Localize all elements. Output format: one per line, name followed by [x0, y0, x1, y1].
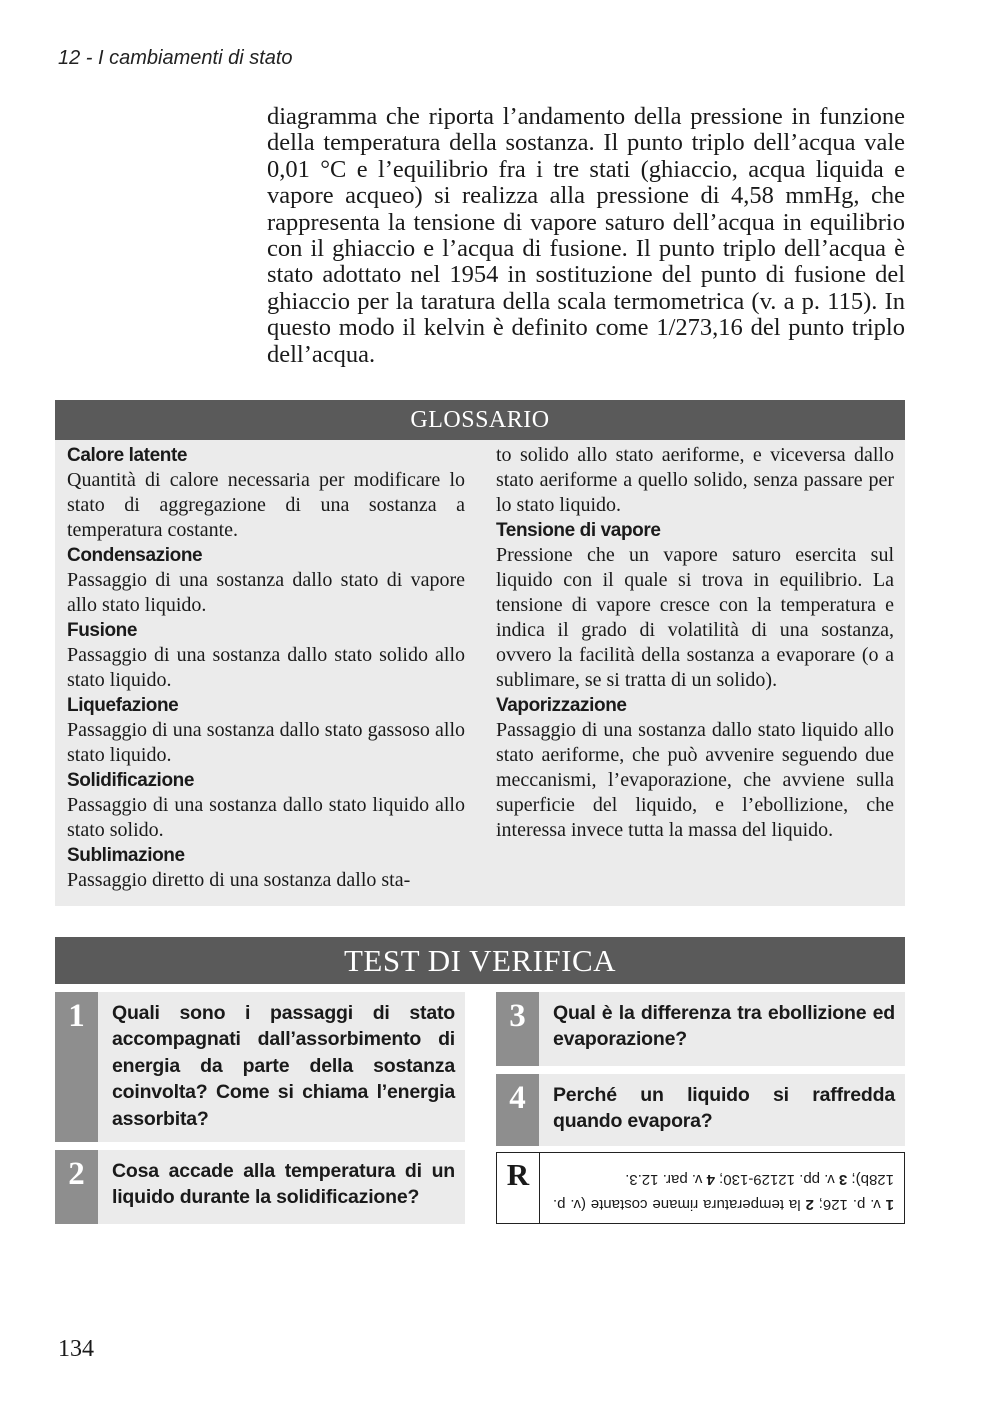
glossary-box — [55, 440, 905, 906]
answer-text: la temperatura rimane costante (v. p. 128b); — [552, 1171, 894, 1213]
question-box — [496, 992, 905, 1066]
glossary-term: Condensazione — [67, 545, 203, 566]
answer-text: v. par. 12.3. — [625, 1171, 703, 1188]
answer-number: 2 — [805, 1196, 814, 1213]
running-head: 12 - I cambiamenti di stato — [58, 47, 293, 69]
glossary-term: Sublimazione — [67, 845, 185, 866]
glossary-definition: Pressione che un vapore saturo esercita sul liquido con il quale si trova in equilibrio. La tensione di vapore cresce con la temperatura e indica il grado di volatilità di una sostanza, ovvero la facilità della sostanza a evaporare (o a sublimare, se si tratta di un solido). — [496, 544, 894, 691]
question-box — [496, 1074, 905, 1146]
test-title: TEST DI VERIFICA — [55, 937, 905, 984]
question-box — [55, 992, 465, 1142]
glossary-definition-continuation: to solido allo stato aeriforme, e viceversa dallo stato aeriforme a quello solido, senza passare per lo stato liquido. — [496, 444, 894, 516]
glossary-term: Vaporizzazione — [496, 695, 627, 716]
question-text: Qual è la differenza tra ebollizione ed evaporazione? — [553, 1002, 895, 1051]
glossary-term: Fusione — [67, 620, 138, 641]
glossary-definition: Passaggio di una sostanza dallo stato gassoso allo stato liquido. — [67, 719, 465, 766]
question-text: Perché un liquido si raffredda quando evapora? — [553, 1084, 895, 1133]
glossary-definition: Passaggio di una sostanza dallo stato di vapore allo stato liquido. — [67, 569, 465, 616]
glossary-term: Tensione di vapore — [496, 520, 661, 541]
glossary-definition: Quantità di calore necessaria per modificare lo stato di aggregazione di una sostanza a temperatura costante. — [67, 469, 465, 541]
answers-box — [496, 1152, 905, 1224]
glossary-term: Liquefazione — [67, 695, 179, 716]
answers-text-upside-down — [553, 1163, 894, 1217]
glossary-definition: Passaggio di una sostanza dallo stato liquido allo stato aeriforme, che può avvenire seguendo due meccanismi, l’evaporazione, che avviene sulla superficie del liquido, e l’ebollizione, che interessa invece tutta la massa del liquido. — [496, 719, 894, 841]
glossary-column-left — [67, 443, 465, 893]
intro-paragraph: diagramma che riporta l’andamento della pressione in funzione della temperatura della sostanza. Il punto triplo dell’acqua vale 0,01 °C e l’equilibrio fra i tre stati (ghiaccio, acqua liquida e vapore acqueo) si realizza alla pressione di 4,58 mmHg, che rappresenta la tensione di vapore saturo dell’acqua in equilibrio con il ghiaccio e l’acqua di fusione. Il punto triplo dell’acqua è stato adottato nel 1954 in sostituzione del punto di fusione del ghiaccio per la taratura della scala termometrica (v. a p. 115). In questo modo il kelvin è definito come 1/273,16 del punto triplo dell’acqua. — [267, 103, 905, 368]
glossary-definition: Passaggio diretto di una sostanza dallo sta- — [67, 869, 411, 891]
question-text: Quali sono i passaggi di stato accompagnati dall’assorbimento di energia da parte della sostanza coinvolta? Come si chiama l’energia assorbita? — [112, 1002, 455, 1130]
answers-label: R — [497, 1153, 540, 1223]
question-number: 2 — [55, 1150, 98, 1224]
question-number: 4 — [496, 1074, 539, 1146]
question-text: Cosa accade alla temperatura di un liquido durante la solidificazione? — [112, 1160, 455, 1209]
answer-number: 1 — [885, 1196, 894, 1213]
answer-number: 3 — [838, 1171, 848, 1188]
answer-text: v. pp. 12129-130; — [719, 1171, 835, 1188]
glossary-definition: Passaggio di una sostanza dallo stato liquido allo stato solido. — [67, 794, 465, 841]
answer-number: 4 — [706, 1171, 715, 1188]
glossary-definition: Passaggio di una sostanza dallo stato solido allo stato liquido. — [67, 644, 465, 691]
page-number: 134 — [58, 1336, 94, 1362]
glossary-term: Solidificazione — [67, 770, 195, 791]
question-number: 1 — [55, 992, 98, 1142]
answer-text: v. p. 126; — [818, 1196, 881, 1213]
question-number: 3 — [496, 992, 539, 1066]
question-box — [55, 1150, 465, 1224]
glossary-title: GLOSSARIO — [55, 400, 905, 440]
glossary-term: Calore latente — [67, 445, 188, 466]
glossary-column-right — [496, 443, 894, 843]
